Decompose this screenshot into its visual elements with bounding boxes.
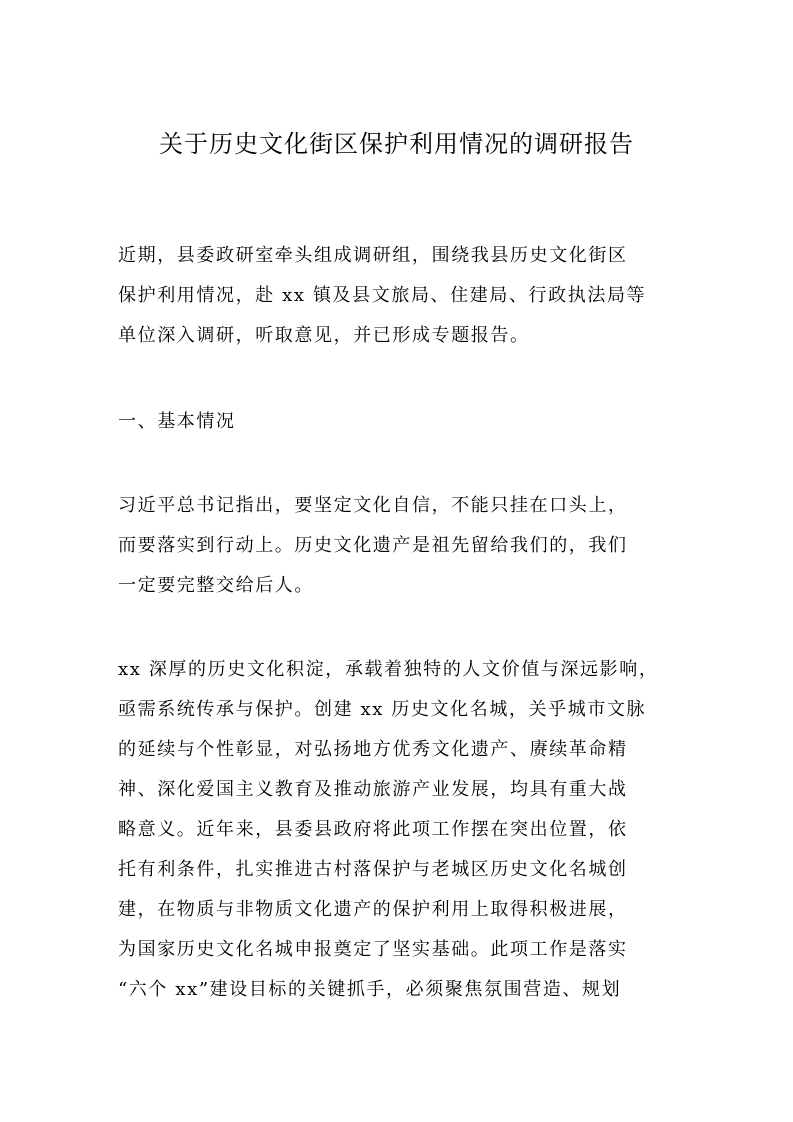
culture-paragraph [118,650,678,1010]
paragraph-line: 近期，县委政研室牵头组成调研组，围绕我县历史文化街区 [118,245,628,266]
paragraph-line: 习近平总书记指出，要坚定文化自信，不能只挂在口头上， [118,495,628,516]
paragraph-line: 亟需系统传承与保护。创建 xx 历史文化名城，关乎城市文脉 [118,699,647,720]
paragraph-line: 建，在物质与非物质文化遗产的保护利用上取得积极进展， [118,899,628,920]
document-title: 关于历史文化街区保护利用情况的调研报告 [159,130,634,158]
section-heading-basic-situation [118,402,678,442]
paragraph-line: 托有利条件，扎实推进古村落保护与老城区历史文化名城创 [118,859,628,880]
paragraph-line: 的延续与个性彰显，对弘扬地方优秀文化遗产、赓续革命精 [118,739,628,760]
paragraph-line: 神、深化爱国主义教育及推动旅游产业发展，均具有重大战 [118,779,628,800]
paragraph-line: “六个 xx”建设目标的关键抓手，必须聚焦氛围营造、规划 [118,979,622,1000]
paragraph-line: 保护利用情况，赴 xx 镇及县文旅局、住建局、行政执法局等 [118,285,647,306]
section-heading-text: 一、基本情况 [118,411,236,432]
paragraph-line: 略意义。近年来，县委县政府将此项工作摆在突出位置，依 [118,819,628,840]
paragraph-line: 为国家历史文化名城申报奠定了坚实基础。此项工作是落实 [118,939,628,960]
paragraph-line: 单位深入调研，听取意见，并已形成专题报告。 [118,325,530,346]
intro-paragraph [118,236,678,356]
paragraph-line: 一定要完整交给后人。 [118,575,314,596]
paragraph-line: 而要落实到行动上。历史文化遗产是祖先留给我们的，我们 [118,535,628,556]
quote-paragraph [118,486,678,606]
paragraph-line: xx 深厚的历史文化积淀，承载着独特的人文价值与深远影响， [118,659,659,680]
